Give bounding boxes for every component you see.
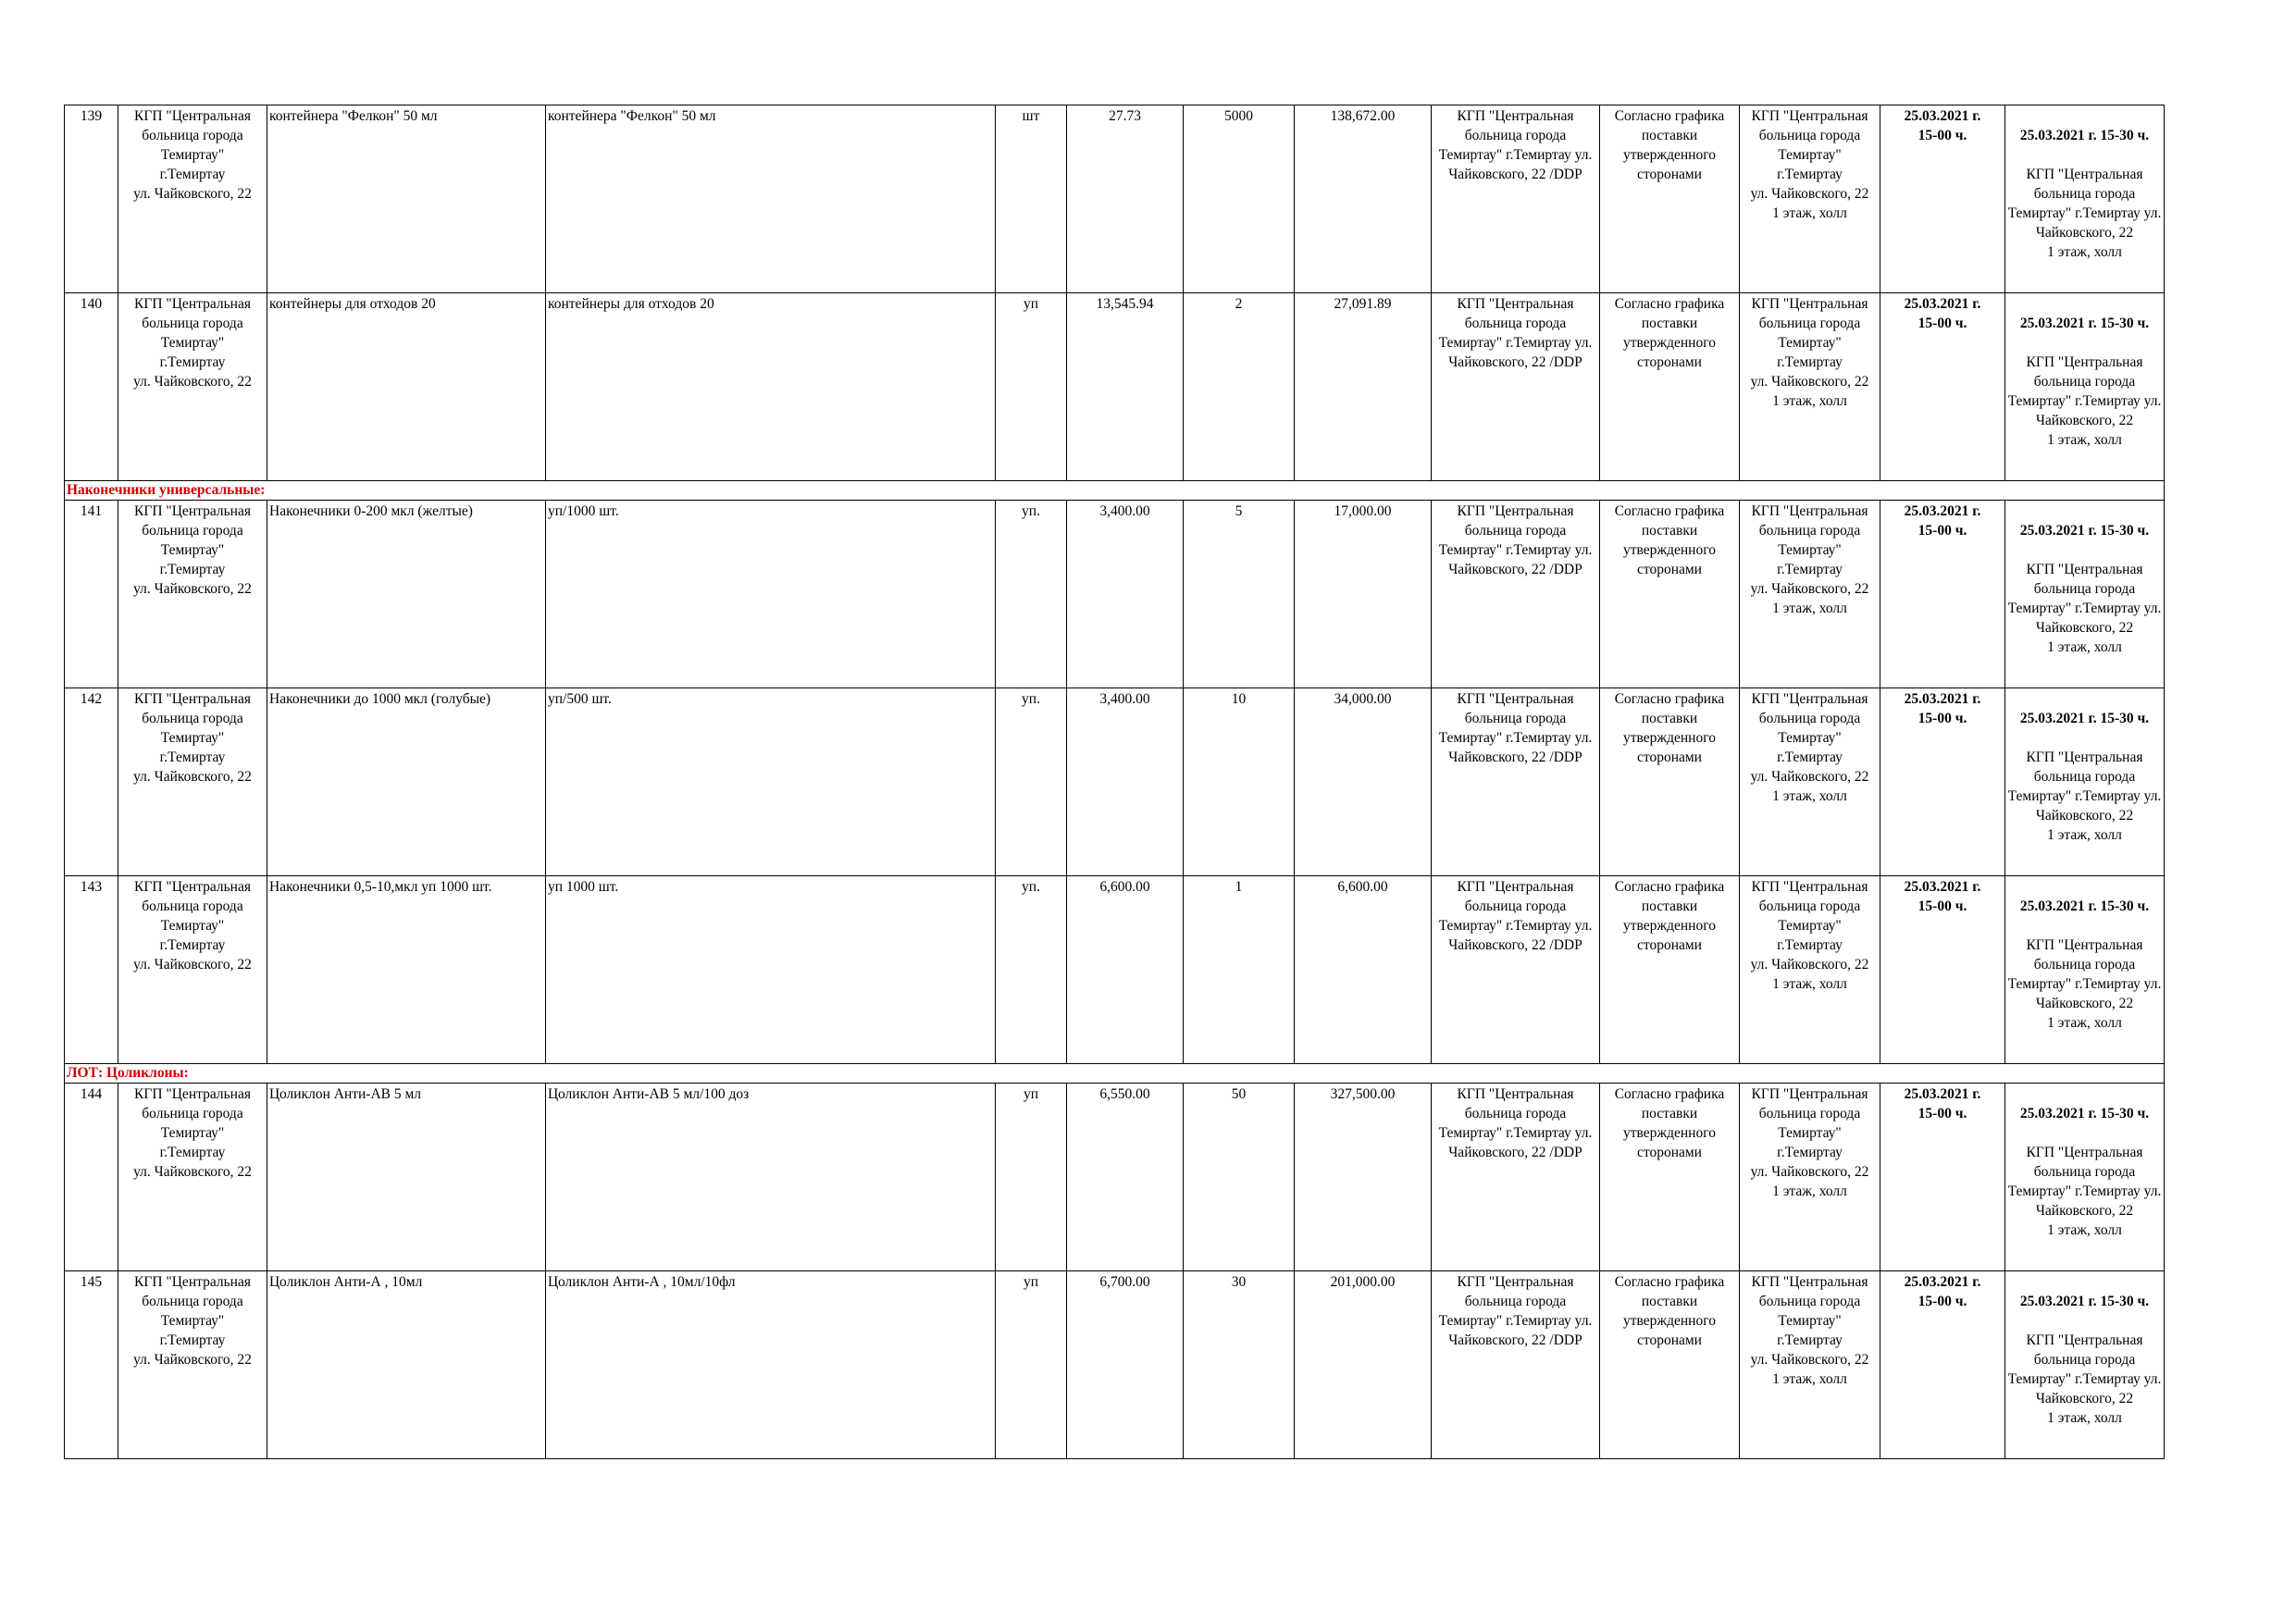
submission-place-cell: КГП "Центральная больница города Темиртау" г.Темиртау ул. Чайковского, 22 1 этаж, холл bbox=[1740, 1084, 1880, 1271]
price-cell: 27.73 bbox=[1067, 105, 1184, 293]
row-number: 139 bbox=[65, 105, 118, 293]
table-row bbox=[65, 1084, 2165, 1271]
deadline-cell: 25.03.2021 г. 15-00 ч. bbox=[1880, 688, 2005, 876]
opening-cell bbox=[2005, 876, 2165, 1064]
row-number: 144 bbox=[65, 1084, 118, 1271]
quantity-cell: 1 bbox=[1184, 876, 1295, 1064]
item-name-cell: Цоликлон Анти-АВ 5 мл bbox=[267, 1084, 546, 1271]
opening-place: КГП "Центральная больница города Темиртау" г.Темиртау ул. Чайковского, 22 1 этаж, холл bbox=[2007, 1145, 2162, 1238]
deadline-cell: 25.03.2021 г. 15-00 ч. bbox=[1880, 1084, 2005, 1271]
delivery-place-cell: КГП "Центральная больница города Темиртау" г.Темиртау ул. Чайковского, 22 /DDP bbox=[1432, 105, 1600, 293]
price-cell: 6,550.00 bbox=[1067, 1084, 1184, 1271]
opening-datetime: 25.03.2021 г. 15-30 ч. bbox=[2019, 898, 2150, 914]
deadline-cell: 25.03.2021 г. 15-00 ч. bbox=[1880, 1271, 2005, 1459]
item-spec-cell: уп 1000 шт. bbox=[546, 876, 996, 1064]
row-number: 145 bbox=[65, 1271, 118, 1459]
row-number: 141 bbox=[65, 501, 118, 688]
section-title: Наконечники универсальные: bbox=[65, 481, 2165, 501]
delivery-term-cell: Согласно графика поставки утвержденного сторонами bbox=[1600, 688, 1740, 876]
table-row bbox=[65, 688, 2165, 876]
unit-cell: шт bbox=[996, 105, 1067, 293]
table-row bbox=[65, 501, 2165, 688]
submission-place-cell: КГП "Центральная больница города Темиртау" г.Темиртау ул. Чайковского, 22 1 этаж, холл bbox=[1740, 501, 1880, 688]
delivery-place-cell: КГП "Центральная больница города Темиртау" г.Темиртау ул. Чайковского, 22 /DDP bbox=[1432, 688, 1600, 876]
price-cell: 6,700.00 bbox=[1067, 1271, 1184, 1459]
unit-cell: уп. bbox=[996, 501, 1067, 688]
item-name-cell: контейнеры для отходов 20 bbox=[267, 293, 546, 481]
sum-cell: 34,000.00 bbox=[1295, 688, 1432, 876]
sum-cell: 27,091.89 bbox=[1295, 293, 1432, 481]
opening-cell bbox=[2005, 688, 2165, 876]
table-row bbox=[65, 105, 2165, 293]
sum-cell: 201,000.00 bbox=[1295, 1271, 1432, 1459]
submission-place-cell: КГП "Центральная больница города Темиртау" г.Темиртау ул. Чайковского, 22 1 этаж, холл bbox=[1740, 1271, 1880, 1459]
quantity-cell: 2 bbox=[1184, 293, 1295, 481]
delivery-term-cell: Согласно графика поставки утвержденного сторонами bbox=[1600, 105, 1740, 293]
customer-cell: КГП "Центральная больница города Темиртау" г.Темиртау ул. Чайковского, 22 bbox=[118, 105, 267, 293]
row-number: 142 bbox=[65, 688, 118, 876]
table-row bbox=[65, 293, 2165, 481]
opening-datetime: 25.03.2021 г. 15-30 ч. bbox=[2019, 316, 2150, 331]
customer-cell: КГП "Центральная больница города Темиртау" г.Темиртау ул. Чайковского, 22 bbox=[118, 688, 267, 876]
customer-cell: КГП "Центральная больница города Темиртау" г.Темиртау ул. Чайковского, 22 bbox=[118, 293, 267, 481]
row-number: 140 bbox=[65, 293, 118, 481]
delivery-term-cell: Согласно графика поставки утвержденного сторонами bbox=[1600, 1084, 1740, 1271]
delivery-place-cell: КГП "Центральная больница города Темиртау" г.Темиртау ул. Чайковского, 22 /DDP bbox=[1432, 1084, 1600, 1271]
opening-cell bbox=[2005, 293, 2165, 481]
table-row bbox=[65, 1271, 2165, 1459]
unit-cell: уп bbox=[996, 1084, 1067, 1271]
price-cell: 3,400.00 bbox=[1067, 688, 1184, 876]
submission-place-cell: КГП "Центральная больница города Темиртау" г.Темиртау ул. Чайковского, 22 1 этаж, холл bbox=[1740, 688, 1880, 876]
delivery-place-cell: КГП "Центральная больница города Темиртау" г.Темиртау ул. Чайковского, 22 /DDP bbox=[1432, 293, 1600, 481]
deadline-cell: 25.03.2021 г. 15-00 ч. bbox=[1880, 293, 2005, 481]
submission-place-cell: КГП "Центральная больница города Темиртау" г.Темиртау ул. Чайковского, 22 1 этаж, холл bbox=[1740, 293, 1880, 481]
procurement-table bbox=[64, 105, 2165, 1459]
unit-cell: уп. bbox=[996, 876, 1067, 1064]
delivery-term-cell: Согласно графика поставки утвержденного сторонами bbox=[1600, 876, 1740, 1064]
unit-cell: уп. bbox=[996, 688, 1067, 876]
unit-cell: уп bbox=[996, 1271, 1067, 1459]
customer-cell: КГП "Центральная больница города Темиртау" г.Темиртау ул. Чайковского, 22 bbox=[118, 501, 267, 688]
sum-cell: 6,600.00 bbox=[1295, 876, 1432, 1064]
opening-cell bbox=[2005, 501, 2165, 688]
delivery-place-cell: КГП "Центральная больница города Темиртау" г.Темиртау ул. Чайковского, 22 /DDP bbox=[1432, 876, 1600, 1064]
delivery-term-cell: Согласно графика поставки утвержденного сторонами bbox=[1600, 501, 1740, 688]
deadline-cell: 25.03.2021 г. 15-00 ч. bbox=[1880, 501, 2005, 688]
price-cell: 3,400.00 bbox=[1067, 501, 1184, 688]
delivery-term-cell: Согласно графика поставки утвержденного сторонами bbox=[1600, 293, 1740, 481]
delivery-term-cell: Согласно графика поставки утвержденного сторонами bbox=[1600, 1271, 1740, 1459]
item-name-cell: Наконечники до 1000 мкл (голубые) bbox=[267, 688, 546, 876]
section-header-row bbox=[65, 481, 2165, 501]
submission-place-cell: КГП "Центральная больница города Темиртау" г.Темиртау ул. Чайковского, 22 1 этаж, холл bbox=[1740, 105, 1880, 293]
customer-cell: КГП "Центральная больница города Темиртау" г.Темиртау ул. Чайковского, 22 bbox=[118, 876, 267, 1064]
opening-cell bbox=[2005, 1271, 2165, 1459]
sum-cell: 327,500.00 bbox=[1295, 1084, 1432, 1271]
quantity-cell: 5 bbox=[1184, 501, 1295, 688]
customer-cell: КГП "Центральная больница города Темиртау" г.Темиртау ул. Чайковского, 22 bbox=[118, 1271, 267, 1459]
item-spec-cell: контейнера "Фелкон" 50 мл bbox=[546, 105, 996, 293]
quantity-cell: 5000 bbox=[1184, 105, 1295, 293]
price-cell: 6,600.00 bbox=[1067, 876, 1184, 1064]
item-spec-cell: Цоликлон Анти-А , 10мл/10фл bbox=[546, 1271, 996, 1459]
deadline-cell: 25.03.2021 г. 15-00 ч. bbox=[1880, 876, 2005, 1064]
item-spec-cell: Цоликлон Анти-АВ 5 мл/100 доз bbox=[546, 1084, 996, 1271]
opening-place: КГП "Центральная больница города Темиртау" г.Темиртау ул. Чайковского, 22 1 этаж, холл bbox=[2007, 167, 2162, 260]
table-row bbox=[65, 876, 2165, 1064]
opening-place: КГП "Центральная больница города Темиртау" г.Темиртау ул. Чайковского, 22 1 этаж, холл bbox=[2007, 937, 2162, 1031]
table-body bbox=[65, 105, 2165, 1459]
delivery-place-cell: КГП "Центральная больница города Темиртау" г.Темиртау ул. Чайковского, 22 /DDP bbox=[1432, 1271, 1600, 1459]
sum-cell: 17,000.00 bbox=[1295, 501, 1432, 688]
opening-place: КГП "Центральная больница города Темиртау" г.Темиртау ул. Чайковского, 22 1 этаж, холл bbox=[2007, 750, 2162, 843]
item-spec-cell: уп/1000 шт. bbox=[546, 501, 996, 688]
quantity-cell: 50 bbox=[1184, 1084, 1295, 1271]
item-name-cell: Цоликлон Анти-А , 10мл bbox=[267, 1271, 546, 1459]
opening-datetime: 25.03.2021 г. 15-30 ч. bbox=[2019, 1294, 2150, 1309]
quantity-cell: 10 bbox=[1184, 688, 1295, 876]
opening-datetime: 25.03.2021 г. 15-30 ч. bbox=[2019, 523, 2150, 539]
quantity-cell: 30 bbox=[1184, 1271, 1295, 1459]
price-cell: 13,545.94 bbox=[1067, 293, 1184, 481]
row-number: 143 bbox=[65, 876, 118, 1064]
opening-cell bbox=[2005, 105, 2165, 293]
item-name-cell: Наконечники 0-200 мкл (желтые) bbox=[267, 501, 546, 688]
delivery-place-cell: КГП "Центральная больница города Темиртау" г.Темиртау ул. Чайковского, 22 /DDP bbox=[1432, 501, 1600, 688]
section-header-row bbox=[65, 1064, 2165, 1084]
opening-place: КГП "Центральная больница города Темиртау" г.Темиртау ул. Чайковского, 22 1 этаж, холл bbox=[2007, 562, 2162, 655]
opening-cell bbox=[2005, 1084, 2165, 1271]
opening-datetime: 25.03.2021 г. 15-30 ч. bbox=[2019, 711, 2150, 726]
item-name-cell: Наконечники 0,5-10,мкл уп 1000 шт. bbox=[267, 876, 546, 1064]
section-title: ЛОТ: Цоликлоны: bbox=[65, 1064, 2165, 1084]
opening-place: КГП "Центральная больница города Темиртау" г.Темиртау ул. Чайковского, 22 1 этаж, холл bbox=[2007, 354, 2162, 448]
sum-cell: 138,672.00 bbox=[1295, 105, 1432, 293]
submission-place-cell: КГП "Центральная больница города Темиртау" г.Темиртау ул. Чайковского, 22 1 этаж, холл bbox=[1740, 876, 1880, 1064]
item-spec-cell: уп/500 шт. bbox=[546, 688, 996, 876]
customer-cell: КГП "Центральная больница города Темиртау" г.Темиртау ул. Чайковского, 22 bbox=[118, 1084, 267, 1271]
deadline-cell: 25.03.2021 г. 15-00 ч. bbox=[1880, 105, 2005, 293]
opening-place: КГП "Центральная больница города Темиртау" г.Темиртау ул. Чайковского, 22 1 этаж, холл bbox=[2007, 1332, 2162, 1426]
opening-datetime: 25.03.2021 г. 15-30 ч. bbox=[2019, 1106, 2150, 1121]
item-name-cell: контейнера "Фелкон" 50 мл bbox=[267, 105, 546, 293]
item-spec-cell: контейнеры для отходов 20 bbox=[546, 293, 996, 481]
opening-datetime: 25.03.2021 г. 15-30 ч. bbox=[2019, 128, 2150, 143]
unit-cell: уп bbox=[996, 293, 1067, 481]
